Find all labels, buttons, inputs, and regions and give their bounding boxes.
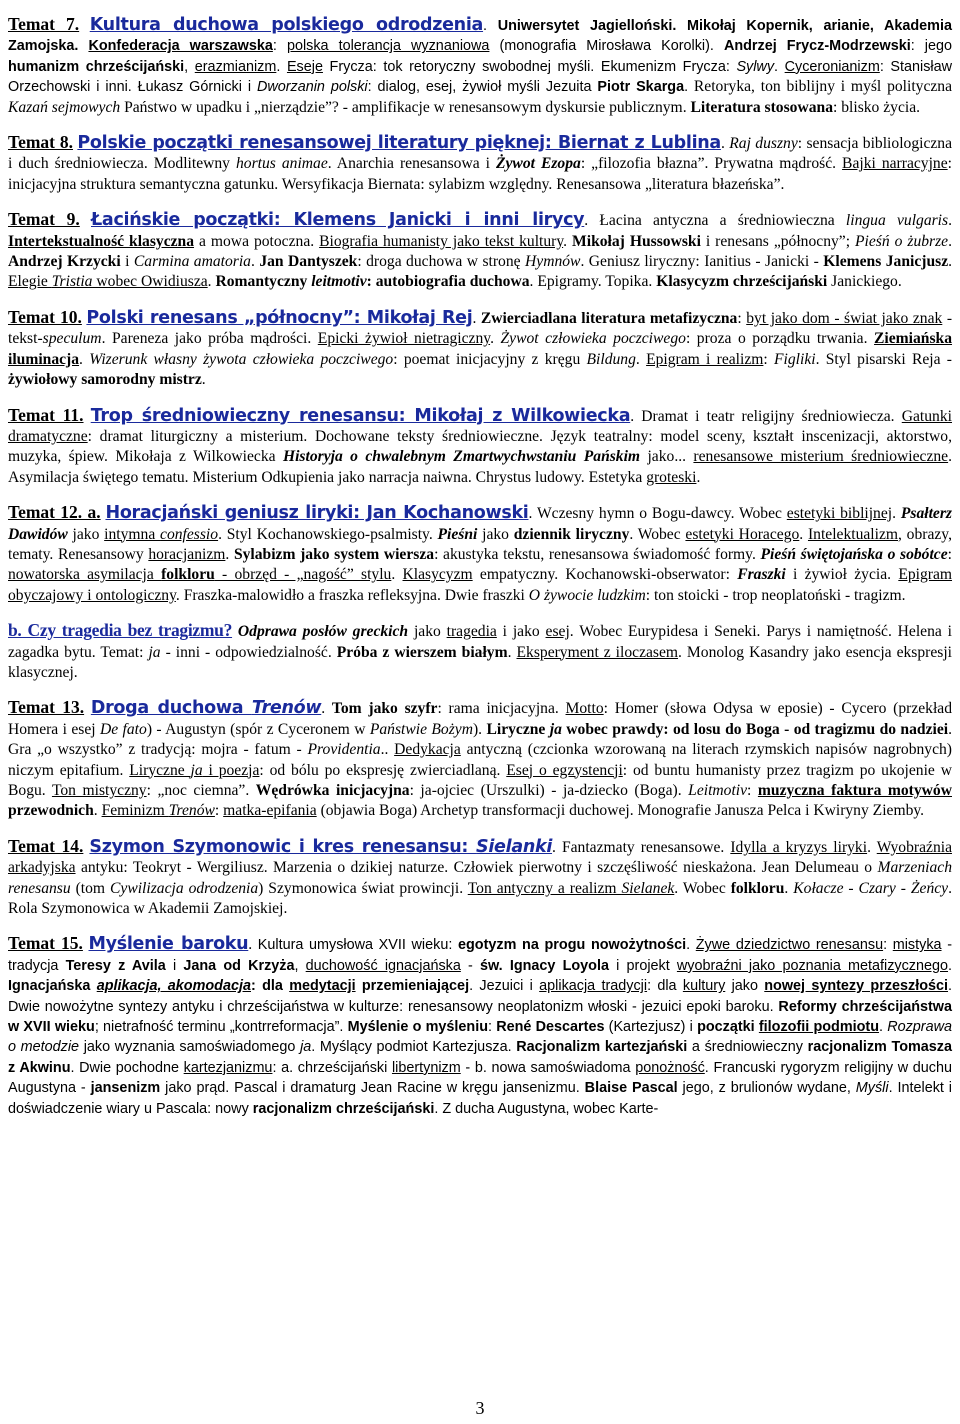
document-page	[8, 14, 952, 1133]
topic-paragraph-t10	[8, 307, 952, 391]
topic-body: . Tom jako szyfr: rama inicjacyjna. Motto: Homer (słowa Odysa w eposie) - Cycero (przekład Homera i esej De fato) - Augustyn (spór z Cyceronem w Państwie Bożym). Liryczne ja wobec prawdy: od losu do Boga - od tragizmu do nadziei. Gra „o wszystko” z tradycją: mojra - fatum - Providentia.. Dedykacja antyczną (czcionka wzorowaną na literach rzymskich napisów nagrobnych) niczym epitafium. Liryczne ja i poezja: od bólu po ekspresję zwierciadlaną. Esej o egzystencji: od buntu humanisty przez tragizm po ukojenie w Bogu. Ton mistyczny: „noc ciemna”. Wędrówka inicjacyjna: ja-ojciec (Urszulki) - ja-dziecko (Boga). Leitmotiv: muzyczna faktura motywów przewodnich. Feminizm Trenów: matka-epifania (objawia Boga) Archetyp transformacji duchowej. Monografie Janusza Pelca i Kwiryny Ziemby.	[8, 700, 953, 820]
topic-paragraph-t12	[8, 502, 952, 606]
topic-body: . Łacina antyczna a średniowieczna lingua vulgaris. Intertekstualność klasyczna a mowa potoczna. Biografia humanisty jako tekst kultury. Mikołaj Hussowski i renesans „północny”; Pieśń o żubrze. Andrzej Krzycki i Carmina amatoria. Jan Dantyszek: droga duchowa w stronę Hymnów. Geniusz liryczny: Ianitius - Janicki - Klemens Janicjusz. Elegie Tristia wobec Owidiusza. Romantyczny leitmotiv: autobiografia duchowa. Epigramy. Topika. Klasycyzm chrześcijański Janickiego.	[8, 212, 953, 291]
topic-paragraph-t9	[8, 209, 952, 293]
topic-list	[8, 14, 952, 1119]
topic-body: . Fantazmaty renesansowe. Idylla a kryzys liryki. Wyobraźnia arkadyjska antyku: Teokryt - Wergiliusz. Marzenia o dzikiej naturze. Człowiek pierwotny i szczęśliwość nieskażona. Jean Delumeau o Marzeniach renesansu (tom Cywilizacja odrodzenia) Szymonowica świat prowincji. Ton antyczny a realizm Sielanek. Wobec folkloru. Kołacze - Czary - Żeńcy. Rola Szymonowica w Akademii Zamojskiej.	[8, 838, 952, 918]
topic-body: . Uniwersytet Jagielloński. Mikołaj Kopernik, arianie, Akademia Zamojska. Konfederacja warszawska: polska tolerancja wyznaniowa (monografia Mirosława Korolki). Andrzej Frycz-Modrzewski: jego humanizm chrześcijański, erazmianizm. Eseje Frycza: tok retoryczny swobodnej myśli. Ekumenizm Frycza: Sylwy. Cyceronianizm: Stanisław Orzechowski i inni. Łukasz Górnicki i Dworzanin polski: dialog, esej, żywioł myśli Jezuita Piotr Skarga. Retoryka, ton biblijny i myśl polityczna Kazań sejmowych Państwo w upadku i „nierządzie”? - amplifikacje w renesansowym dyskursie publicznym. Literatura stosowana: blisko życia.	[8, 18, 953, 116]
topic-title: Kultura duchowa polskiego odrodzenia	[89, 15, 484, 35]
topic-body: . Wczesny hymn o Bogu-dawcy. Wobec estetyki biblijnej. Psałterz Dawidów jako intymna confessio. Styl Kochanowskiego-psalmisty. Pieśni jako dziennik liryczny. Wobec estetyki Horacego. Intelektualizm, obrazy, tematy. Renesansowy horacjanizm. Sylabizm jako system wiersza: akustyka tekstu, renesansowa świadomość formy. Pieśń świętojańska o sobótce: nowatorska asymilacja folkloru - obrzęd - „nagość” stylu. Klasycyzm empatyczny. Kochanowski-obserwator: Fraszki i żywioł życia. Epigram obyczajowy i ontologiczny. Fraszka-malowidło a fraszka refleksyjna. Dwie fraszki O żywocie ludzkim: ton stoicki - trop neoplatoński - tragizm.	[8, 505, 953, 604]
topic-title: b. Czy tragedia bez tragizmu?	[8, 620, 233, 641]
topic-body: Odprawa posłów greckich jako tragedia i jako esej. Wobec Eurypidesa i Seneki. Parys i namiętność. Helena i zagadka bytu. Temat: ja - inni - odpowiedzialność. Próba z wierszem białym. Eksperyment z iloczasem. Monolog Kasandry jako esencja ekspresji klasycznej.	[8, 623, 952, 681]
topic-title: Polskie początki renesansowej literatury pięknej: Biernat z Lublina	[77, 133, 721, 154]
topic-title: Trop średniowieczny renesansu: Mikołaj z Wilkowiecka	[90, 405, 631, 426]
topic-number: Temat 8.	[8, 132, 73, 153]
topic-paragraph-t15	[8, 933, 952, 1119]
topic-paragraph-t12b	[8, 620, 952, 683]
topic-paragraph-t7	[8, 14, 952, 118]
topic-number: Temat 15.	[8, 933, 83, 954]
topic-title: Horacjański geniusz liryki: Jan Kochanowski	[105, 503, 529, 524]
topic-body: . Zwierciadlana literatura metafizyczna: byt jako dom - świat jako znak - tekst-speculum. Pareneza jako próba mądrości. Epicki żywioł nietragiczny. Żywot człowieka poczciwego: proza o porządku trwania. Ziemiańska iluminacja. Wizerunk własny żywota człowieka poczciwego: poemat inicjacyjny z kręgu Bildung. Epigram i realizm: Figliki. Styl pisarski Reja - żywiołowy samorodny mistrz.	[8, 309, 953, 389]
topic-title: Droga duchowa Trenów	[90, 698, 322, 719]
topic-number: Temat 9.	[8, 209, 80, 230]
topic-number: Temat 11.	[8, 404, 84, 425]
topic-number: Temat 14.	[8, 835, 84, 856]
topic-number: Temat 7.	[8, 14, 80, 34]
topic-number: Temat 10.	[8, 306, 82, 327]
topic-body: . Raj duszny: sensacja bibliologiczna i duch średniowiecza. Modlitewny hortus animae. Anarchia renesansowa i Żywot Ezopa: „filozofia błazna”. Prywatna mądrość. Bajki narracyjne: inicjacyjna struktura semantyczna gatunku. Wersyfikacja Biernata: sylabizm względny. Renesansowa „literatura błazeńska”.	[8, 135, 953, 193]
topic-number: Temat 13.	[8, 697, 85, 718]
page-number: 3	[475, 1398, 485, 1418]
topic-body: . Kultura umysłowa XVII wieku: egotyzm na progu nowożytności. Żywe dziedzictwo renesansu: mistyka - tradycja Teresy z Avila i Jana od Krzyża, duchowość ignacjańska - św. Ignacy Loyola i projekt wyobraźni jako poznania metafizycznego. Ignacjańska aplikacja, akomodacja: dla medytacji przemieniającej. Jezuici i aplikacja tradycji: dla kultury jako nowej syntezy przeszłości. Dwie nowożytne syntezy antyku i chrześcijaństwa w kulturze: renesansowy neoplatonizm włoski - jezuici epoki baroku. Reformy chrześcijaństwa w XVII wieku; nietrafność terminu „kontrreformacja”. Myślenie o myśleniu: René Descartes (Kartezjusz) i początki filozofii podmiotu. Rozprawa o metodzie jako wyznania samoświadomego ja. Myślący podmiot Kartezjusza. Racjonalizm kartezjański a średniowieczny racjonalizm Tomasza z Akwinu. Dwie pochodne kartezjanizmu: a. chrześcijański libertynizm - b. nowa samoświadoma ponożność. Francuski rygoryzm religijny w duchu Augustyna - jansenizm jako prąd. Pascal i dramaturg Jean Racine w kręgu jansenizmu. Blaise Pascal jego, z brulionów wydane, Myśli. Intelekt i doświadczenie wiary u Pascala: nowy racjonalizm chrześcijański. Z ducha Augustyna, wobec Karte-	[8, 936, 953, 1117]
topic-title: Szymon Szymonowic i kres renesansu: Sielanki	[89, 836, 553, 857]
topic-title: Polski renesans „północny”: Mikołaj Rej	[86, 307, 473, 328]
topic-body: . Dramat i teatr religijny średniowiecza. Gatunki dramatyczne: dramat liturgiczny a misterium. Dochowane teksty średniowieczne. Język teatralny: model sceny, kształt inscenizacji, aktorstwo, muzyka, śpiew. Mikołaja z Wilkowiecka Historyja o chwalebnym Zmartwychwstaniu Pańskim jako... renesansowe misterium średniowieczne. Asymilacja świętego tematu. Misterium Odkupienia jako narracja naiwna. Chrystus ludowy. Estetyka groteski.	[8, 407, 953, 486]
topic-paragraph-t13	[8, 697, 952, 821]
topic-title: Myślenie baroku	[88, 934, 249, 955]
topic-title: Łacińskie początki: Klemens Janicki i inni lirycy	[91, 210, 585, 231]
topic-paragraph-t8	[8, 132, 952, 195]
topic-paragraph-t11	[8, 405, 952, 489]
topic-paragraph-t14	[8, 836, 952, 920]
topic-number: Temat 12. a.	[8, 502, 101, 523]
